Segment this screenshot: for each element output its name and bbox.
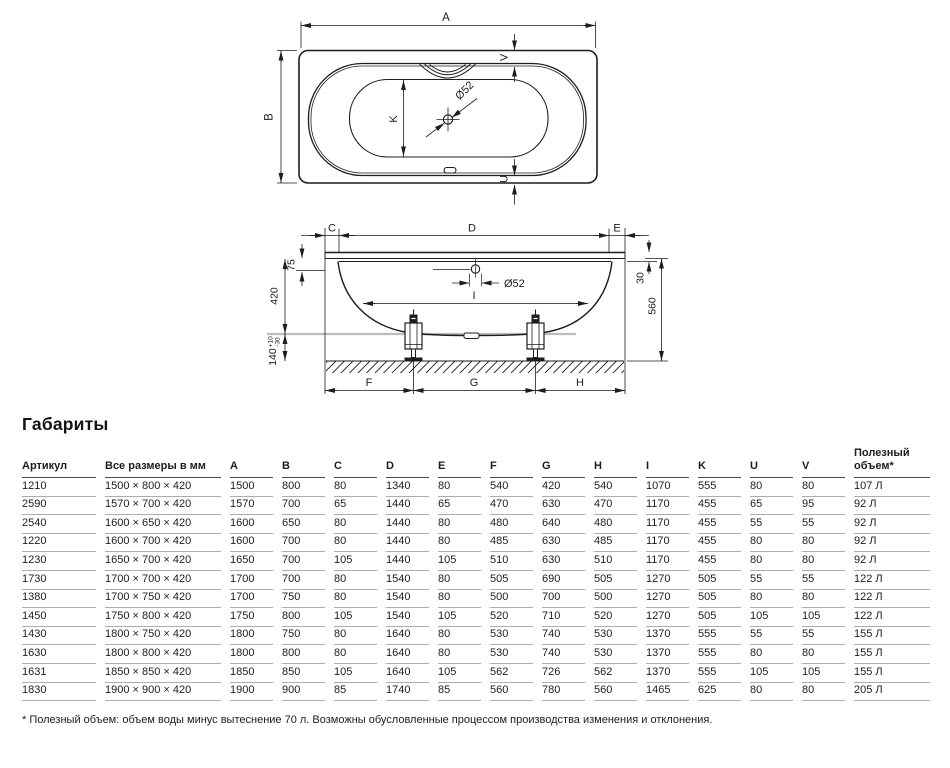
table-cell: 1570 [230, 497, 282, 516]
table-cell: 105 [750, 608, 802, 627]
side-view [267, 223, 668, 395]
dim-75 [286, 244, 326, 286]
table-cell: 530 [594, 627, 646, 646]
top-view [264, 12, 598, 205]
table-cell: 1370 [646, 627, 698, 646]
table-cell: 122 Л [854, 590, 930, 609]
table-cell: 1210 [22, 478, 105, 497]
table-cell: 1570 × 700 × 420 [105, 497, 230, 516]
dim-u [499, 159, 515, 205]
table-cell: 520 [594, 608, 646, 627]
table-cell: 92 Л [854, 534, 930, 553]
table-cell: 55 [802, 515, 854, 534]
column-header: K [698, 440, 750, 478]
table-cell: 562 [594, 664, 646, 683]
table-header-row [22, 440, 930, 478]
section-title: Габариты [22, 414, 109, 434]
table-cell: 105 [802, 664, 854, 683]
table-cell: 630 [542, 497, 594, 516]
dim-label-c: C [328, 222, 336, 235]
table-cell: 700 [282, 571, 334, 590]
table-cell: 555 [698, 645, 750, 664]
dim-label-g: G [469, 377, 479, 389]
table-cell: 105 [438, 608, 490, 627]
table-cell: 485 [490, 534, 542, 553]
table-cell: 1750 × 800 × 420 [105, 608, 230, 627]
dim-label-140: $140^{+10}-30$ [267, 336, 282, 366]
table-cell: 2590 [22, 497, 105, 516]
table-row [22, 571, 930, 590]
dim-30 [635, 240, 650, 284]
table-cell: 80 [334, 515, 386, 534]
table-cell: 155 Л [854, 645, 930, 664]
table-cell: 1440 [386, 552, 438, 571]
table-cell: 80 [438, 534, 490, 553]
table-cell: 630 [542, 552, 594, 571]
table-cell: 1170 [646, 497, 698, 516]
dim-drain-side [452, 274, 525, 291]
table-cell: 80 [438, 515, 490, 534]
table-cell: 1600 × 650 × 420 [105, 515, 230, 534]
table-cell: 1700 [230, 571, 282, 590]
table-cell: 555 [698, 478, 750, 497]
table-cell: 80 [802, 552, 854, 571]
dim-i [363, 290, 588, 304]
table-cell: 420 [542, 478, 594, 497]
table-row [22, 664, 930, 683]
table-cell: 1440 [386, 534, 438, 553]
dim-label-dia-top: Ø52 [453, 79, 477, 103]
table-cell: 80 [438, 590, 490, 609]
table-cell: 505 [594, 571, 646, 590]
table-cell: 710 [542, 608, 594, 627]
table-cell: 540 [594, 478, 646, 497]
table-cell: 92 Л [854, 552, 930, 571]
table-row [22, 683, 930, 702]
table-cell: 92 Л [854, 515, 930, 534]
table-cell: 122 Л [854, 608, 930, 627]
table-cell: 500 [490, 590, 542, 609]
table-cell: 80 [802, 645, 854, 664]
table-row [22, 497, 930, 516]
table-cell: 105 [334, 552, 386, 571]
table-cell: 55 [802, 627, 854, 646]
table-cell: 470 [594, 497, 646, 516]
table-cell: 750 [282, 627, 334, 646]
table-cell: 1270 [646, 590, 698, 609]
table-cell: 1380 [22, 590, 105, 609]
drain-icon [437, 108, 460, 132]
table-cell: 1440 [386, 515, 438, 534]
table-cell: 1800 × 800 × 420 [105, 645, 230, 664]
table-cell: 1750 [230, 608, 282, 627]
column-header: Все размеры в мм [105, 440, 230, 478]
table-cell: 80 [750, 590, 802, 609]
table-cell: 80 [334, 534, 386, 553]
dim-label-30: 30 [634, 272, 647, 284]
table-cell: 1600 × 700 × 420 [105, 534, 230, 553]
dim-b [264, 51, 298, 184]
dim-drain-top [426, 79, 477, 137]
table-cell: 800 [282, 645, 334, 664]
table-cell: 1465 [646, 683, 698, 702]
dim-label-420: 420 [268, 287, 281, 305]
table-cell: 1650 × 700 × 420 [105, 552, 230, 571]
table-cell: 1230 [22, 552, 105, 571]
table-cell: 740 [542, 645, 594, 664]
table-cell: 560 [490, 683, 542, 702]
table-cell: 562 [490, 664, 542, 683]
table-cell: 1170 [646, 534, 698, 553]
table-cell: 105 [750, 664, 802, 683]
table-cell: 80 [802, 590, 854, 609]
table-cell: 500 [594, 590, 646, 609]
table-cell: 1700 × 750 × 420 [105, 590, 230, 609]
table-cell: 560 [594, 683, 646, 702]
table-cell: 1600 [230, 534, 282, 553]
table-row [22, 515, 930, 534]
table-cell: 205 Л [854, 683, 930, 702]
table-cell: 1830 [22, 683, 105, 702]
table-row [22, 478, 930, 497]
column-header: Полезный объем* [854, 440, 930, 478]
table-cell: 80 [438, 627, 490, 646]
table-cell: 105 [334, 664, 386, 683]
table-cell: 640 [542, 515, 594, 534]
table-cell: 1500 [230, 478, 282, 497]
dim-label-dia-side: Ø52 [504, 278, 525, 290]
table-cell: 80 [802, 534, 854, 553]
table-cell: 510 [490, 552, 542, 571]
table-cell: 80 [438, 571, 490, 590]
column-header: B [282, 440, 334, 478]
table-cell: 65 [438, 497, 490, 516]
table-cell: 1450 [22, 608, 105, 627]
dim-label-h: H [576, 377, 584, 389]
table-cell: 155 Л [854, 664, 930, 683]
table-cell: 510 [594, 552, 646, 571]
table-cell: 80 [750, 683, 802, 702]
table-cell: 1070 [646, 478, 698, 497]
table-cell: 1270 [646, 608, 698, 627]
table-cell: 1340 [386, 478, 438, 497]
table-cell: 105 [438, 664, 490, 683]
table-cell: 80 [334, 627, 386, 646]
table-cell: 1640 [386, 627, 438, 646]
table-cell: 505 [490, 571, 542, 590]
dim-label-d: D [468, 222, 476, 235]
table-row [22, 608, 930, 627]
dim-label-i: I [472, 290, 476, 302]
table-cell: 107 Л [854, 478, 930, 497]
table-cell: 1700 × 700 × 420 [105, 571, 230, 590]
table-cell: 80 [802, 683, 854, 702]
table-cell: 1740 [386, 683, 438, 702]
table-cell: 530 [594, 645, 646, 664]
column-header: C [334, 440, 386, 478]
column-header: V [802, 440, 854, 478]
table-cell: 726 [542, 664, 594, 683]
dim-label-75: 75 [285, 259, 298, 271]
table-cell: 540 [490, 478, 542, 497]
table-cell: 455 [698, 552, 750, 571]
table-row [22, 590, 930, 609]
table-cell: 650 [282, 515, 334, 534]
table-cell: 55 [750, 515, 802, 534]
table-cell: 1850 [230, 664, 282, 683]
column-header: A [230, 440, 282, 478]
table-cell: 520 [490, 608, 542, 627]
table-cell: 1640 [386, 645, 438, 664]
table-cell: 455 [698, 534, 750, 553]
table-cell: 555 [698, 627, 750, 646]
adjustable-foot-right [527, 310, 545, 361]
table-cell: 105 [438, 552, 490, 571]
table-cell: 80 [750, 478, 802, 497]
dim-k [388, 80, 404, 157]
table-cell: 530 [490, 627, 542, 646]
table-cell: 80 [334, 590, 386, 609]
table-cell: 505 [698, 590, 750, 609]
table-cell: 555 [698, 664, 750, 683]
table-cell: 485 [594, 534, 646, 553]
table-cell: 700 [282, 552, 334, 571]
tub-side-outline [325, 253, 657, 339]
dim-560 [627, 259, 668, 362]
table-cell: 690 [542, 571, 594, 590]
table-cell: 1640 [386, 664, 438, 683]
dim-label-560: 560 [646, 297, 659, 315]
table-cell: 455 [698, 515, 750, 534]
table-cell: 85 [438, 683, 490, 702]
table-cell: 700 [282, 534, 334, 553]
table-row [22, 534, 930, 553]
table-cell: 900 [282, 683, 334, 702]
table-cell: 1540 [386, 590, 438, 609]
column-header: H [594, 440, 646, 478]
dim-label-v: V [498, 53, 511, 62]
table-body [22, 478, 930, 701]
table-cell: 1900 [230, 683, 282, 702]
table-cell: 1500 × 800 × 420 [105, 478, 230, 497]
dim-420 [269, 259, 286, 334]
table-cell: 505 [698, 571, 750, 590]
table-cell: 122 Л [854, 571, 930, 590]
table-cell: 505 [698, 608, 750, 627]
table-cell: 1630 [22, 645, 105, 664]
column-header: D [386, 440, 438, 478]
table-cell: 1850 × 850 × 420 [105, 664, 230, 683]
table-cell: 800 [282, 478, 334, 497]
table-row [22, 627, 930, 646]
dim-label-u: U [498, 175, 511, 183]
column-header: E [438, 440, 490, 478]
table-cell: 80 [334, 571, 386, 590]
column-header: F [490, 440, 542, 478]
dim-label-b: B [263, 113, 276, 121]
table-cell: 92 Л [854, 497, 930, 516]
table-cell: 1650 [230, 552, 282, 571]
table-cell: 80 [438, 478, 490, 497]
table-cell: 80 [802, 478, 854, 497]
table-cell: 480 [594, 515, 646, 534]
table-cell: 1600 [230, 515, 282, 534]
adjustable-foot-left [405, 310, 423, 361]
table-cell: 1730 [22, 571, 105, 590]
table-cell: 1370 [646, 645, 698, 664]
table-cell: 80 [750, 645, 802, 664]
dim-label-e: E [613, 222, 621, 235]
table-cell: 1700 [230, 590, 282, 609]
table-cell: 65 [750, 497, 802, 516]
table-cell: 700 [542, 590, 594, 609]
table-cell: 470 [490, 497, 542, 516]
table-cell: 1800 × 750 × 420 [105, 627, 230, 646]
specs-table [22, 440, 930, 701]
table-cell: 2540 [22, 515, 105, 534]
column-header: I [646, 440, 698, 478]
table-cell: 1800 [230, 627, 282, 646]
table-cell: 780 [542, 683, 594, 702]
table-cell: 80 [750, 534, 802, 553]
table-cell: 740 [542, 627, 594, 646]
table-cell: 1220 [22, 534, 105, 553]
table-cell: 55 [802, 571, 854, 590]
table-cell: 80 [750, 552, 802, 571]
table-cell: 480 [490, 515, 542, 534]
table-cell: 1370 [646, 664, 698, 683]
footnote: * Полезный объем: объем воды минус вытеснение 70 л. Возможны обусловленные процессом производства изменения и отклонения. [22, 714, 713, 726]
table-cell: 455 [698, 497, 750, 516]
floor-hatching [326, 361, 624, 373]
table-cell: 530 [490, 645, 542, 664]
column-header: U [750, 440, 802, 478]
table-cell: 800 [282, 608, 334, 627]
table-cell: 1440 [386, 497, 438, 516]
column-header: G [542, 440, 594, 478]
column-header: Артикул [22, 440, 105, 478]
table-cell: 80 [334, 478, 386, 497]
table-cell: 1170 [646, 515, 698, 534]
table-cell: 55 [750, 571, 802, 590]
table-cell: 1430 [22, 627, 105, 646]
table-cell: 850 [282, 664, 334, 683]
dim-label-k: K [388, 115, 400, 123]
table-cell: 1800 [230, 645, 282, 664]
dim-v [499, 34, 515, 82]
table-cell: 105 [802, 608, 854, 627]
table-cell: 625 [698, 683, 750, 702]
table-cell: 55 [750, 627, 802, 646]
table-cell: 1170 [646, 552, 698, 571]
table-row [22, 552, 930, 571]
table-cell: 155 Л [854, 627, 930, 646]
table-cell: 1540 [386, 608, 438, 627]
table-cell: 95 [802, 497, 854, 516]
table-cell: 750 [282, 590, 334, 609]
dim-label-f: F [365, 377, 373, 389]
table-cell: 1270 [646, 571, 698, 590]
table-cell: 700 [282, 497, 334, 516]
dim-140 [267, 334, 285, 366]
table-cell: 65 [334, 497, 386, 516]
table-cell: 1540 [386, 571, 438, 590]
table-cell: 1900 × 900 × 420 [105, 683, 230, 702]
table-cell: 1631 [22, 664, 105, 683]
table-row [22, 645, 930, 664]
dim-a [301, 12, 596, 48]
table-cell: 80 [334, 645, 386, 664]
table-cell: 105 [334, 608, 386, 627]
table-cell: 85 [334, 683, 386, 702]
table-cell: 80 [438, 645, 490, 664]
table-cell: 630 [542, 534, 594, 553]
dim-label-a: A [442, 12, 450, 24]
